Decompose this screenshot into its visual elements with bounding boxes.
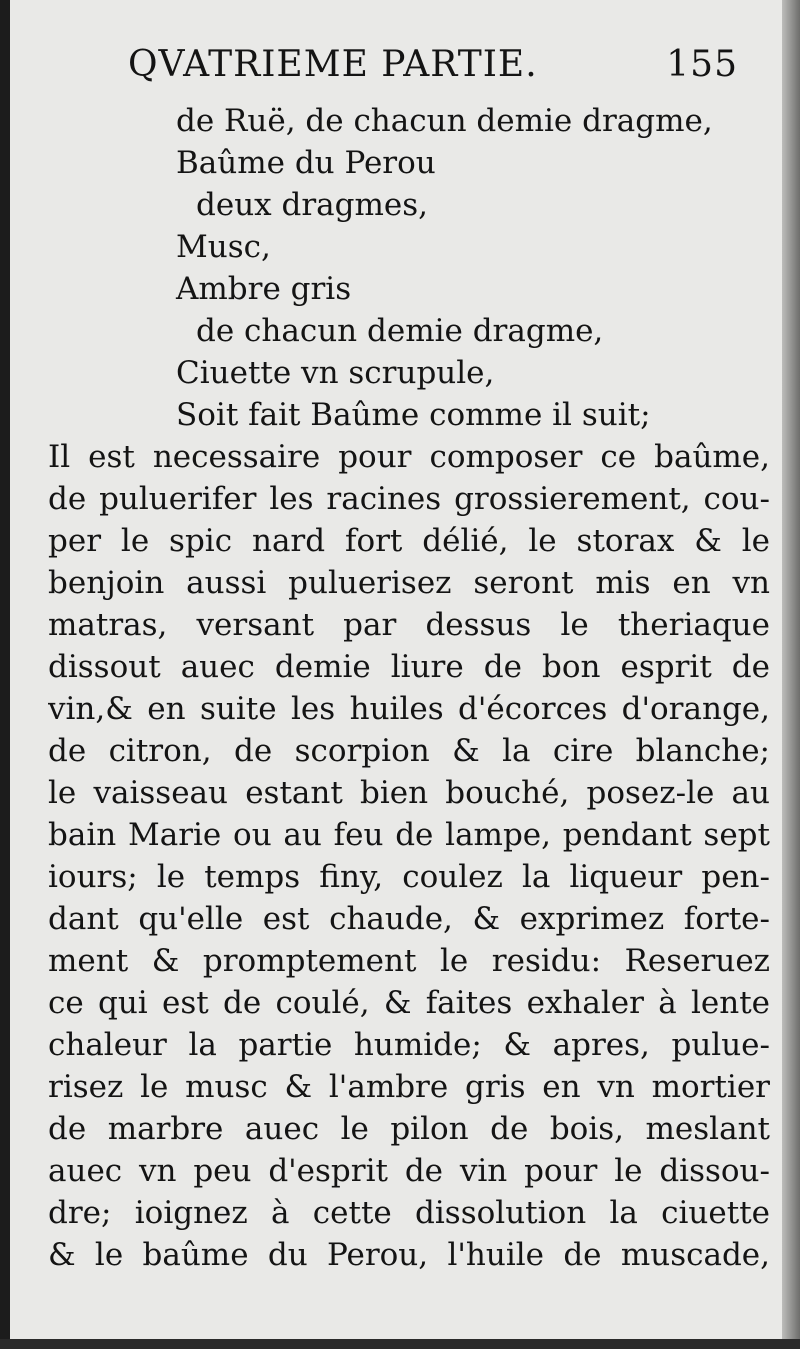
body-line: & le baûme du Perou, l'huile de muscade,	[48, 1237, 770, 1273]
recipe-line: Ciuette vn scrupule,	[176, 355, 495, 391]
body-line: Il est necessaire pour composer ce baûme,	[48, 439, 770, 475]
recipe-list	[48, 100, 770, 436]
body-line: dre; ioignez à cette dissolution la ciuette	[48, 1195, 770, 1231]
recipe-line: Soit fait Baûme comme il suit;	[176, 397, 651, 433]
body-line: ce qui est de coulé, & faites exhaler à lente	[48, 985, 770, 1021]
body-line: le vaisseau estant bien bouché, posez-le au	[48, 775, 770, 811]
page-bottom-edge	[0, 1339, 800, 1349]
body-line: ment & promptement le residu: Reseruez	[48, 943, 770, 979]
body-paragraph	[48, 436, 770, 1276]
body-line: dissout auec demie liure de bon esprit de	[48, 649, 770, 685]
body-line: iours; le temps finy, coulez la liqueur pen-	[48, 859, 770, 895]
recipe-line: deux dragmes,	[196, 187, 428, 223]
body-line: dant qu'elle est chaude, & exprimez forte-	[48, 901, 770, 937]
body-line: vin,& en suite les huiles d'écorces d'orange,	[48, 691, 770, 727]
page-header	[128, 44, 738, 94]
body-line: risez le musc & l'ambre gris en vn mortier	[48, 1069, 770, 1105]
body-line: benjoin aussi puluerisez seront mis en vn	[48, 565, 770, 601]
recipe-line: Ambre gris	[176, 271, 352, 307]
body-line: de citron, de scorpion & la cire blanche;	[48, 733, 770, 769]
body-line: per le spic nard fort délié, le storax & le	[48, 523, 770, 559]
body-line: matras, versant par dessus le theriaque	[48, 607, 770, 643]
recipe-line: Musc,	[176, 229, 271, 265]
page-right-edge	[782, 0, 800, 1349]
page-number: 155	[666, 44, 738, 85]
body-line: de puluerifer les racines grossierement, cou-	[48, 481, 770, 517]
body-line: de marbre auec le pilon de bois, meslant	[48, 1111, 770, 1147]
recipe-line: de chacun demie dragme,	[196, 313, 604, 349]
body-line: chaleur la partie humide; & apres, pulue-	[48, 1027, 770, 1063]
text-block	[48, 100, 770, 1276]
body-line: bain Marie ou au feu de lampe, pendant sept	[48, 817, 770, 853]
body-line: auec vn peu d'esprit de vin pour le dissou-	[48, 1153, 770, 1189]
recipe-line: Baûme du Perou	[176, 145, 436, 181]
recipe-line: de Ruë, de chacun demie dragme,	[176, 103, 713, 139]
page-left-edge	[0, 0, 10, 1349]
running-title: QVATRIEME PARTIE.	[128, 44, 538, 85]
